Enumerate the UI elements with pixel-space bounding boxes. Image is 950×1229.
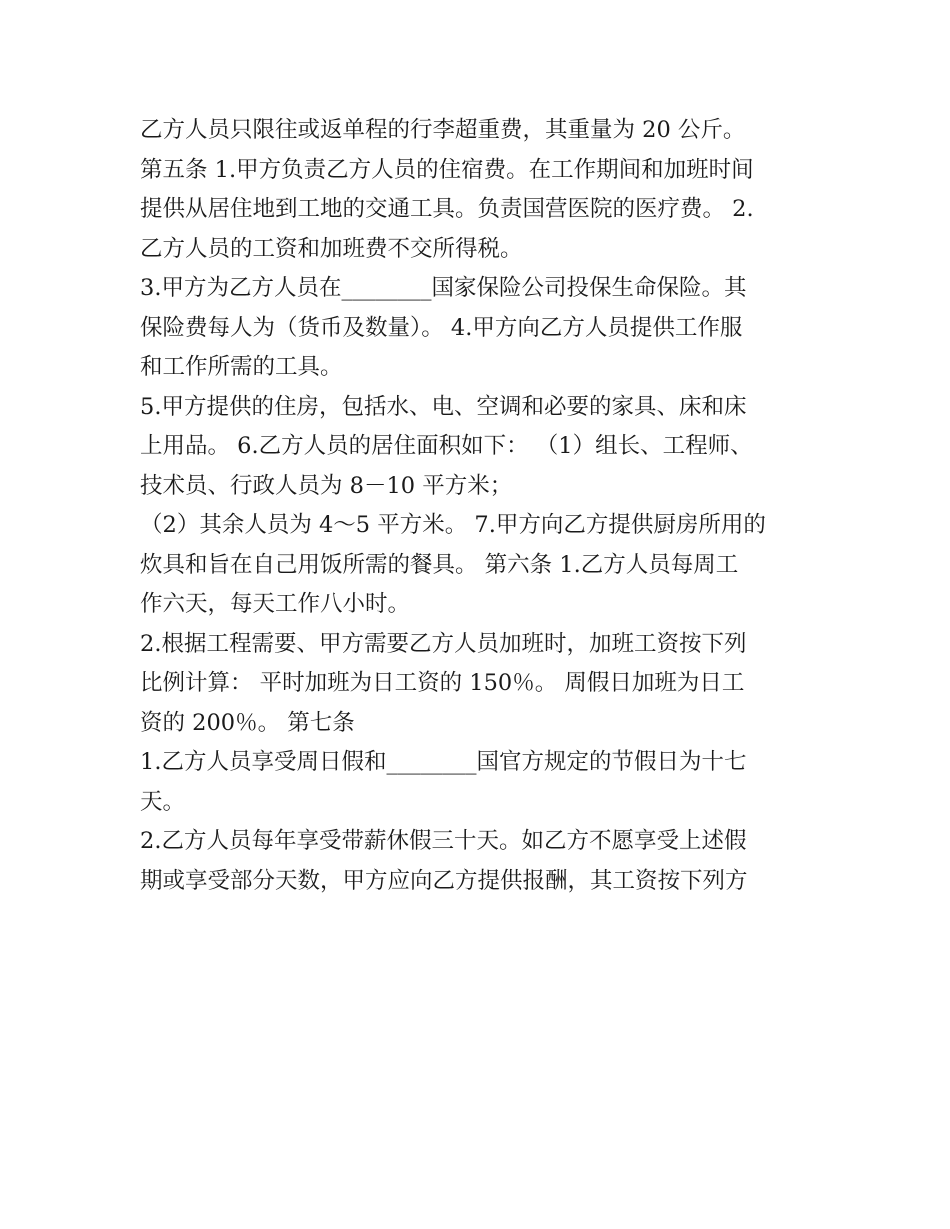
text-line: 乙方人员只限往或返单程的行李超重费，其重量为 20 公斤。 — [140, 117, 746, 143]
text-line: 炊具和旨在自己用饭所需的餐具。 第六条 1.乙方人员每周工 — [140, 551, 739, 578]
text-line: 上用品。 6.乙方人员的居住面积如下： （1）组长、工程师、 — [140, 433, 753, 459]
text-line: 第五条 1.甲方负责乙方人员的住宿费。在工作期间和加班时间 — [140, 156, 754, 183]
text-line: 期或享受部分天数，甲方应向乙方提供报酬，其工资按下列方 — [140, 867, 748, 894]
text-line: 资的 200％。 第七条 — [140, 709, 355, 736]
text-line: 1.乙方人员享受周日假和________国官方规定的节假日为十七 — [140, 749, 747, 775]
text-line: 提供从居住地到工地的交通工具。负责国营医院的医疗费。 2. — [140, 196, 754, 222]
text-line: 技术员、行政人员为 8－10 平方米； — [140, 472, 513, 499]
text-line: 2.乙方人员每年享受带薪休假三十天。如乙方不愿享受上述假 — [140, 828, 747, 854]
text-line: 比例计算： 平时加班为日工资的 150％。 周假日加班为日工 — [140, 670, 745, 696]
text-line: 2.根据工程需要、甲方需要乙方人员加班时，加班工资按下列 — [140, 630, 747, 657]
text-line: （2）其余人员为 4～5 平方米。 7.甲方向乙方提供厨房所用的 — [140, 512, 766, 538]
text-line: 5.甲方提供的住房，包括水、电、空调和必要的家具、床和床 — [140, 393, 747, 420]
text-line: 保险费每人为（货币及数量）。 4.甲方向乙方人员提供工作服 — [140, 314, 743, 341]
text-line: 3.甲方为乙方人员在________国家保险公司投保生命保险。其 — [140, 275, 747, 301]
text-line: 乙方人员的工资和加班费不交所得税。 — [140, 235, 523, 262]
text-line: 和工作所需的工具。 — [140, 354, 343, 380]
text-line: 作六天，每天工作八小时。 — [140, 591, 411, 617]
document-body — [140, 111, 820, 901]
text-line: 天。 — [140, 788, 186, 815]
